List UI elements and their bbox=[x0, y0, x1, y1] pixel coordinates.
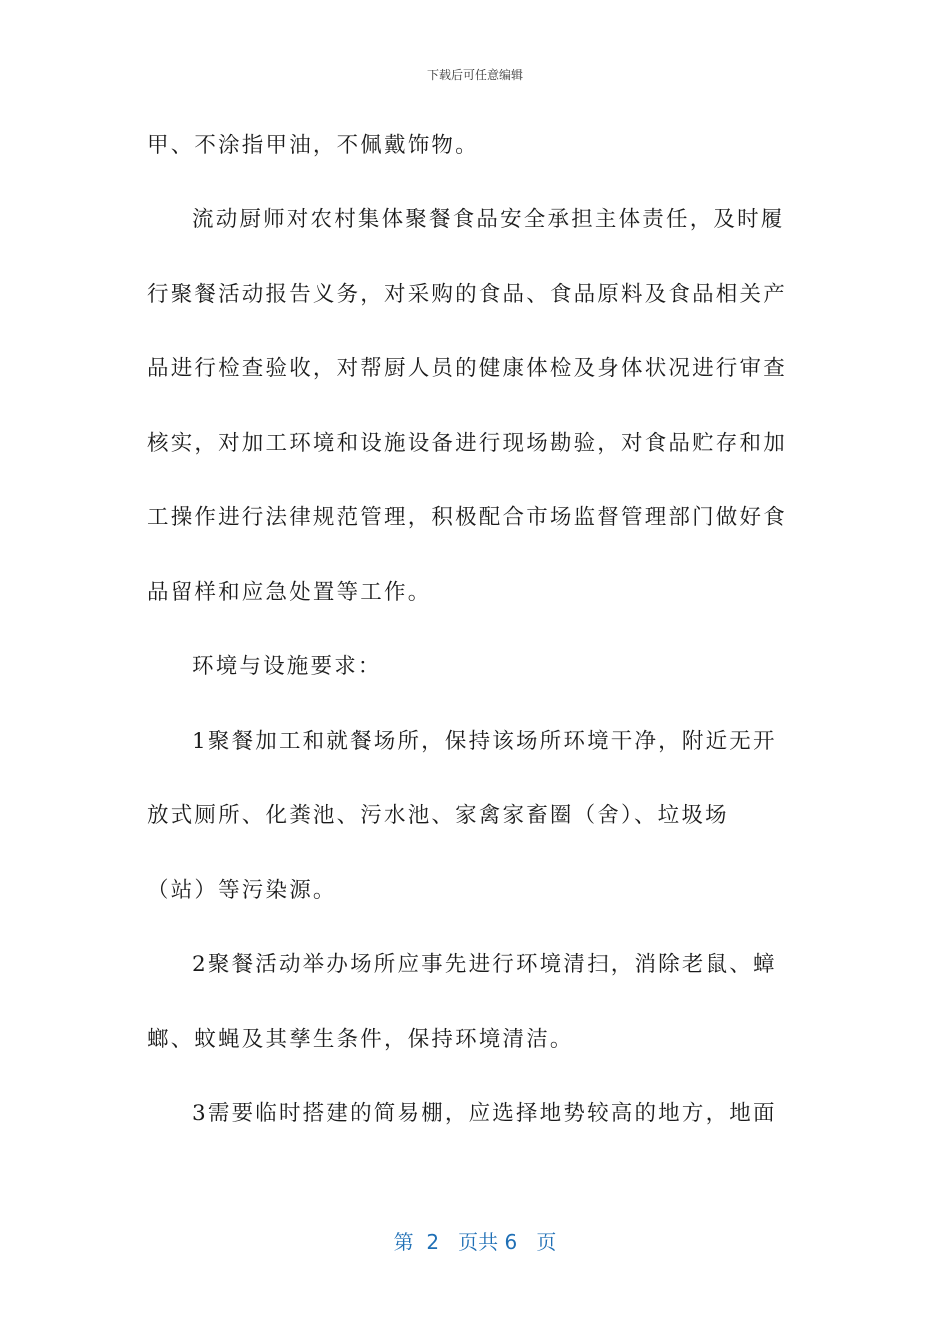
body-line: 1聚餐加工和就餐场所，保持该场所环境干净，附近无开 bbox=[192, 729, 777, 754]
body-line: 放式厕所、化粪池、污水池、家禽家畜圈（舍）、垃圾场 bbox=[147, 803, 729, 828]
body-line: （站）等污染源。 bbox=[147, 878, 337, 903]
section-heading: 环境与设施要求： bbox=[192, 654, 382, 679]
body-line: 流动厨师对农村集体聚餐食品安全承担主体责任，及时履 bbox=[192, 207, 785, 232]
body-line: 2聚餐活动举办场所应事先进行环境清扫，消除老鼠、蟑 bbox=[192, 952, 777, 977]
body-line: 螂、蚊蝇及其孳生条件，保持环境清洁。 bbox=[147, 1027, 574, 1052]
body-line: 品进行检查验收，对帮厨人员的健康体检及身体状况进行审查 bbox=[147, 356, 787, 381]
body-line: 甲、不涂指甲油，不佩戴饰物。 bbox=[147, 133, 479, 158]
header-note: 下载后可任意编辑 bbox=[426, 68, 523, 82]
body-line: 核实，对加工环境和设施设备进行现场勘验，对食品贮存和加 bbox=[147, 431, 787, 456]
page-footer: 第 2 页共 6 页 bbox=[393, 1230, 557, 1254]
body-line: 品留样和应急处置等工作。 bbox=[147, 580, 432, 605]
body-line: 行聚餐活动报告义务，对采购的食品、食品原料及食品相关产 bbox=[147, 282, 787, 307]
body-line: 3需要临时搭建的简易棚，应选择地势较高的地方，地面 bbox=[192, 1101, 777, 1126]
body-line: 工操作进行法律规范管理，积极配合市场监督管理部门做好食 bbox=[147, 505, 787, 530]
